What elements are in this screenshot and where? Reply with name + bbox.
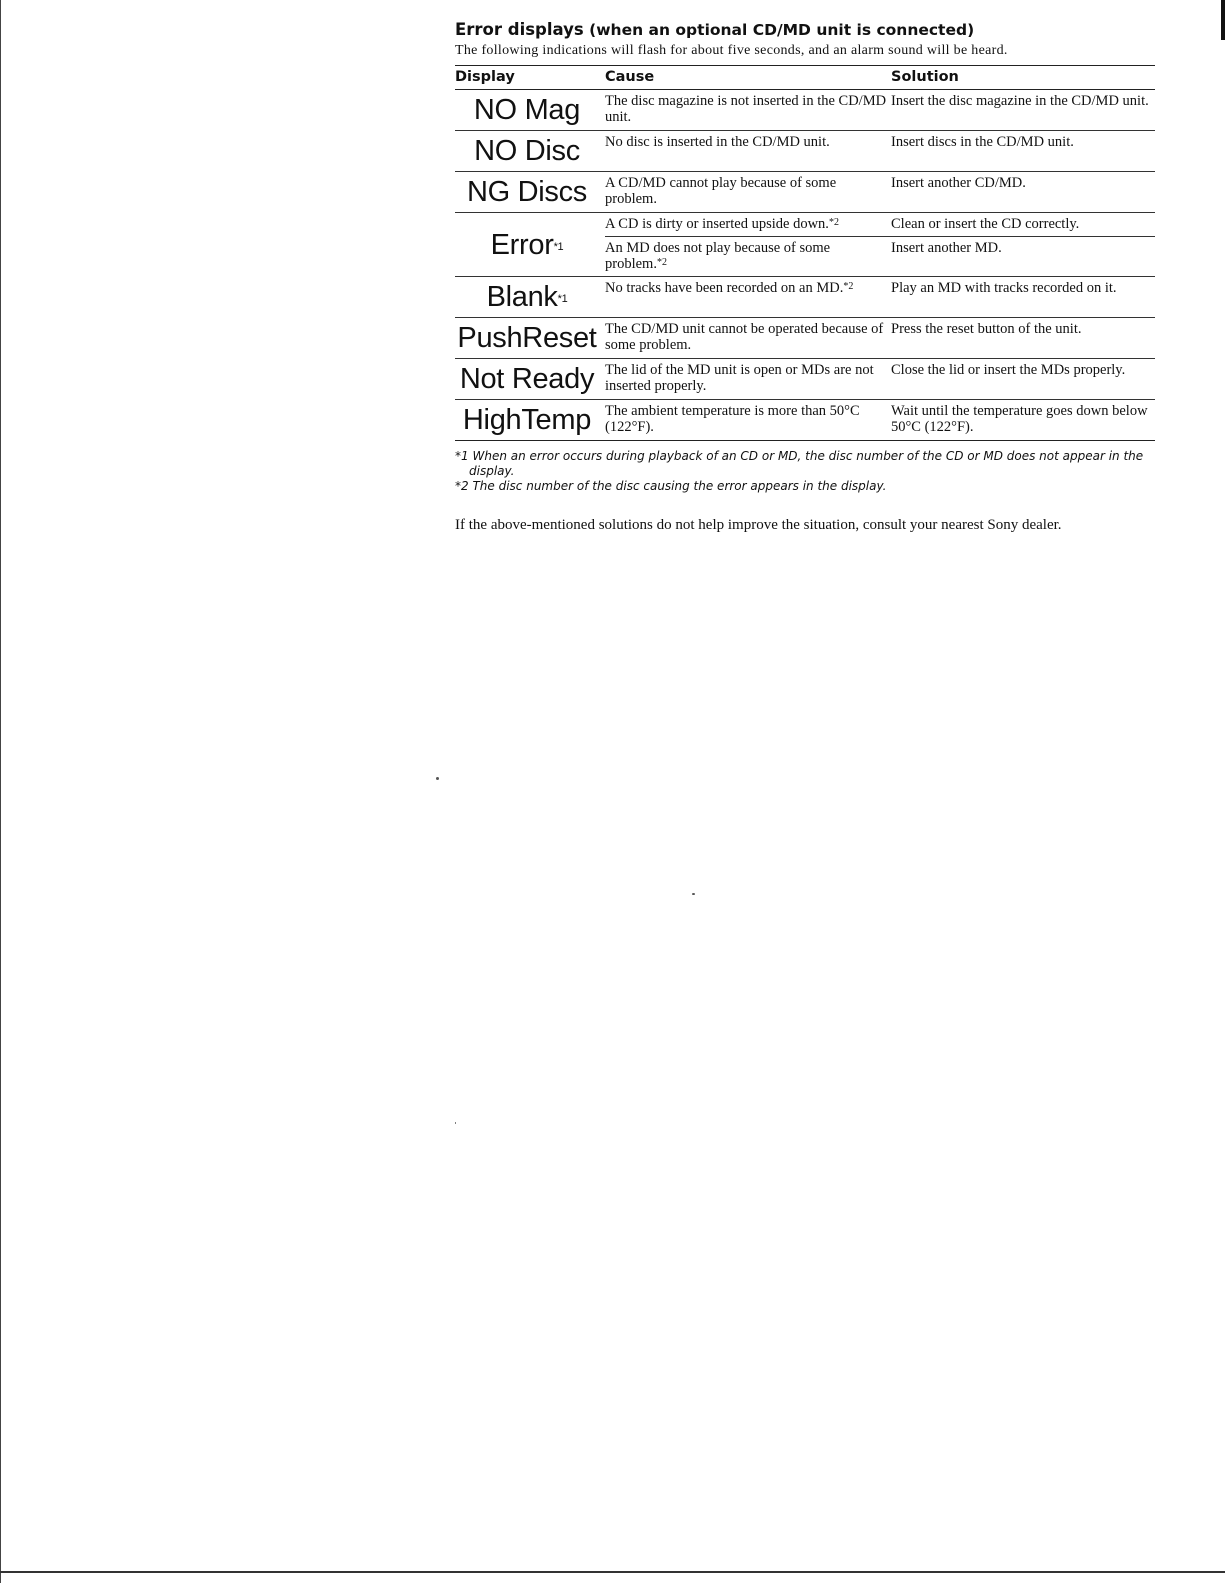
footnotes bbox=[455, 449, 1155, 494]
table-row bbox=[455, 172, 1155, 213]
scan-speck bbox=[692, 893, 695, 895]
table-row bbox=[455, 318, 1155, 359]
header-display: Display bbox=[455, 66, 605, 90]
solution-cell: Play an MD with tracks recorded on it. bbox=[891, 277, 1155, 318]
error-displays-section bbox=[455, 20, 1155, 549]
cause-cell: The lid of the MD unit is open or MDs are not inserted properly. bbox=[605, 359, 891, 400]
footnote-mark: *2 bbox=[656, 257, 667, 268]
solution-cell: Wait until the temperature goes down below 50°C (122°F). bbox=[891, 400, 1155, 441]
cause-cell: The ambient temperature is more than 50°C (122°F). bbox=[605, 400, 891, 441]
solution-cell: Close the lid or insert the MDs properly. bbox=[891, 359, 1155, 400]
scan-edge-bottom bbox=[0, 1571, 1225, 1573]
scan-speck bbox=[455, 1122, 456, 1124]
scan-speck bbox=[436, 777, 439, 780]
cause-cell bbox=[605, 213, 891, 237]
display-indication: PushReset bbox=[455, 318, 605, 359]
solution-cell: Press the reset button of the unit. bbox=[891, 318, 1155, 359]
footnote-2 bbox=[455, 479, 1155, 494]
footnote-mark: *1 bbox=[455, 449, 469, 463]
display-text: Blank bbox=[486, 281, 558, 313]
table-header-row bbox=[455, 66, 1155, 90]
cause-text: No tracks have been recorded on an MD. bbox=[605, 280, 844, 296]
display-indication: Not Ready bbox=[455, 359, 605, 400]
cause-cell: No disc is inserted in the CD/MD unit. bbox=[605, 131, 891, 172]
header-cause: Cause bbox=[605, 66, 891, 90]
table-row bbox=[455, 213, 1155, 237]
cause-cell bbox=[605, 277, 891, 318]
footnote-mark: *2 bbox=[455, 479, 469, 493]
solution-cell: Clean or insert the CD correctly. bbox=[891, 213, 1155, 237]
cause-cell: The CD/MD unit cannot be operated because of some problem. bbox=[605, 318, 891, 359]
section-title-main: Error displays bbox=[455, 20, 584, 39]
display-indication: NG Discs bbox=[455, 172, 605, 213]
section-intro: The following indications will flash for about five seconds, and an alarm sound will be heard. bbox=[455, 43, 1008, 58]
display-indication bbox=[455, 277, 605, 318]
solution-cell: Insert discs in the CD/MD unit. bbox=[891, 131, 1155, 172]
solution-cell: Insert another MD. bbox=[891, 237, 1155, 277]
solution-cell: Insert the disc magazine in the CD/MD unit. bbox=[891, 90, 1155, 131]
display-indication bbox=[455, 213, 605, 277]
table-row bbox=[455, 400, 1155, 441]
header-solution: Solution bbox=[891, 66, 1155, 90]
cause-text: An MD does not play because of some problem. bbox=[605, 240, 831, 272]
error-table bbox=[455, 65, 1155, 441]
footnote-mark: *2 bbox=[843, 281, 854, 292]
footnote-mark: *1 bbox=[557, 293, 568, 305]
footnote-1 bbox=[455, 449, 1155, 479]
footnote-text: When an error occurs during playback of an CD or MD, the disc number of the CD or MD does not appear in the display. bbox=[469, 449, 1144, 478]
table-row bbox=[455, 277, 1155, 318]
display-indication: NO Disc bbox=[455, 131, 605, 172]
cause-text: A CD is dirty or inserted upside down. bbox=[605, 216, 829, 232]
display-indication: NO Mag bbox=[455, 90, 605, 131]
scan-edge-right bbox=[1221, 0, 1225, 40]
cause-cell: The disc magazine is not inserted in the CD/MD unit. bbox=[605, 90, 891, 131]
table-row bbox=[455, 359, 1155, 400]
section-title-qualifier: (when an optional CD/MD unit is connected) bbox=[589, 21, 975, 39]
scan-edge-left bbox=[0, 0, 1, 1583]
footnote-mark: *2 bbox=[828, 217, 839, 228]
solution-cell: Insert another CD/MD. bbox=[891, 172, 1155, 213]
footnote-mark: *1 bbox=[553, 240, 564, 253]
section-title bbox=[455, 20, 1155, 39]
cause-cell: A CD/MD cannot play because of some problem. bbox=[605, 172, 891, 213]
display-indication: HighTemp bbox=[455, 400, 605, 441]
footnote-text: The disc number of the disc causing the error appears in the display. bbox=[472, 479, 887, 493]
table-row bbox=[455, 131, 1155, 172]
display-text: Error bbox=[490, 228, 554, 261]
cause-cell bbox=[605, 237, 891, 277]
closing-paragraph: If the above-mentioned solutions do not help improve the situation, consult your nearest Sony dealer. bbox=[455, 517, 1062, 533]
table-row bbox=[455, 90, 1155, 131]
